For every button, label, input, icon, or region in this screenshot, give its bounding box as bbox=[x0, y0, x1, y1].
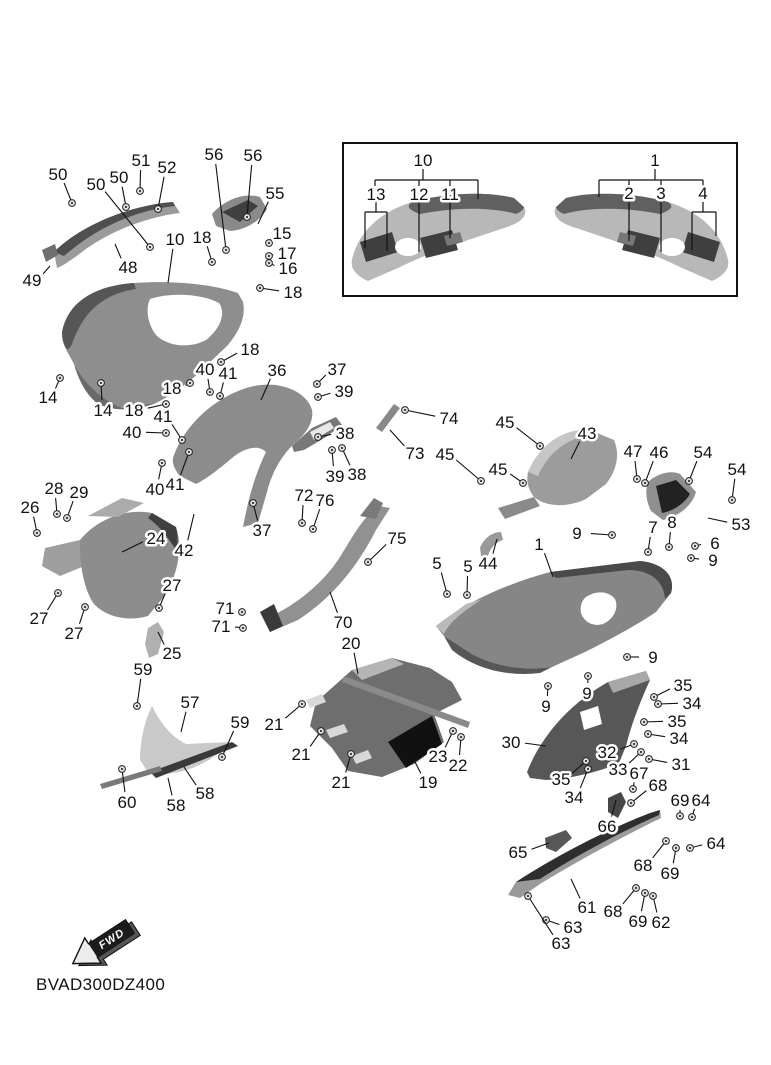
fastener-center-60 bbox=[121, 768, 123, 770]
fastener-center-67 bbox=[632, 788, 634, 790]
fastener-center-16 bbox=[268, 262, 270, 264]
callout-number-21: 21 bbox=[331, 773, 351, 792]
fastener-center-54 bbox=[688, 480, 690, 482]
callout-number-29: 29 bbox=[69, 483, 89, 502]
callout-number-14: 14 bbox=[38, 388, 58, 407]
callout-number-10: 10 bbox=[165, 230, 185, 249]
fastener-center-37 bbox=[252, 502, 254, 504]
callout-number-21: 21 bbox=[264, 715, 284, 734]
fastener-center-14 bbox=[59, 377, 61, 379]
callout-number-18: 18 bbox=[240, 340, 260, 359]
callout-number-14: 14 bbox=[93, 401, 113, 420]
callout-number-28: 28 bbox=[44, 479, 64, 498]
fastener-center-34 bbox=[647, 733, 649, 735]
fastener-center-50 bbox=[71, 202, 73, 204]
callout-number-33: 33 bbox=[608, 760, 628, 779]
fastener-center-32 bbox=[633, 743, 635, 745]
fastener-center-59 bbox=[136, 705, 138, 707]
callout-number-36: 36 bbox=[267, 361, 287, 380]
fastener-center-18 bbox=[259, 287, 261, 289]
callout-number-27: 27 bbox=[162, 576, 182, 595]
leader-line-49 bbox=[43, 266, 50, 274]
inset-callout-2: 2 bbox=[624, 184, 634, 203]
fastener-center-34 bbox=[657, 703, 659, 705]
fastener-center-52 bbox=[157, 208, 159, 210]
callout-number-41: 41 bbox=[218, 364, 238, 383]
leader-line-70 bbox=[330, 592, 337, 613]
inset-callout-13: 13 bbox=[366, 185, 386, 204]
callout-number-54: 54 bbox=[727, 460, 747, 479]
leader-line-73 bbox=[390, 430, 405, 446]
fastener-center-34 bbox=[587, 768, 589, 770]
fastener-center-76 bbox=[312, 528, 314, 530]
fastener-center-50 bbox=[125, 206, 127, 208]
callout-number-23: 23 bbox=[428, 747, 448, 766]
leader-line-53 bbox=[708, 518, 727, 522]
callout-number-9: 9 bbox=[582, 684, 592, 703]
fastener-center-71 bbox=[242, 627, 244, 629]
callout-number-22: 22 bbox=[448, 756, 468, 775]
callout-number-8: 8 bbox=[667, 513, 677, 532]
callout-number-67: 67 bbox=[629, 764, 649, 783]
fastener-center-75 bbox=[367, 561, 369, 563]
part-blade-70 bbox=[260, 506, 390, 632]
callout-number-59: 59 bbox=[230, 713, 250, 732]
fastener-center-63 bbox=[527, 895, 529, 897]
leader-line-42 bbox=[188, 514, 194, 540]
leader-line-63 bbox=[528, 896, 553, 935]
callout-number-69: 69 bbox=[628, 912, 648, 931]
fastener-center-68 bbox=[635, 887, 637, 889]
fastener-center-9 bbox=[611, 534, 613, 536]
fastener-center-8 bbox=[668, 546, 670, 548]
callout-number-25: 25 bbox=[162, 644, 182, 663]
callout-number-45: 45 bbox=[495, 413, 515, 432]
callout-number-74: 74 bbox=[439, 409, 459, 428]
callout-number-41: 41 bbox=[153, 407, 173, 426]
fastener-center-18 bbox=[189, 382, 191, 384]
callout-number-32: 32 bbox=[597, 743, 617, 762]
fastener-center-69 bbox=[675, 847, 677, 849]
callout-number-34: 34 bbox=[564, 788, 584, 807]
fastener-center-40 bbox=[161, 462, 163, 464]
callout-number-61: 61 bbox=[577, 898, 597, 917]
callout-number-59: 59 bbox=[133, 660, 153, 679]
callout-number-18: 18 bbox=[283, 283, 303, 302]
fastener-center-27 bbox=[84, 606, 86, 608]
inset-callout-12: 12 bbox=[409, 185, 429, 204]
callout-number-71: 71 bbox=[215, 599, 235, 618]
fastener-center-27 bbox=[57, 592, 59, 594]
callout-number-42: 42 bbox=[174, 541, 194, 560]
callout-number-45: 45 bbox=[488, 460, 508, 479]
fwd-arrow bbox=[65, 912, 144, 981]
fastener-center-45 bbox=[539, 445, 541, 447]
fastener-center-5 bbox=[446, 593, 448, 595]
inset-right-hole bbox=[659, 238, 685, 256]
part-rod-74 bbox=[376, 404, 400, 432]
callout-number-58: 58 bbox=[195, 784, 215, 803]
callout-number-35: 35 bbox=[667, 712, 687, 731]
callout-number-34: 34 bbox=[682, 694, 702, 713]
callout-number-63: 63 bbox=[551, 934, 571, 953]
callout-number-19: 19 bbox=[418, 773, 438, 792]
fastener-center-69 bbox=[644, 892, 646, 894]
callout-number-9: 9 bbox=[541, 697, 551, 716]
callout-number-35: 35 bbox=[673, 676, 693, 695]
callout-number-53: 53 bbox=[731, 515, 751, 534]
callout-number-55: 55 bbox=[265, 184, 285, 203]
callout-number-71: 71 bbox=[211, 617, 231, 636]
callout-number-62: 62 bbox=[651, 913, 671, 932]
callout-number-73: 73 bbox=[405, 444, 425, 463]
callout-number-18: 18 bbox=[192, 228, 212, 247]
callout-number-31: 31 bbox=[671, 755, 691, 774]
callout-number-38: 38 bbox=[347, 465, 367, 484]
inset-callout-11: 11 bbox=[441, 185, 459, 204]
leader-line-48 bbox=[115, 244, 121, 258]
callout-number-75: 75 bbox=[387, 529, 407, 548]
fwd-label: FWD bbox=[96, 926, 127, 953]
fastener-center-21 bbox=[301, 703, 303, 705]
fastener-center-9 bbox=[690, 557, 692, 559]
callout-number-43: 43 bbox=[577, 424, 597, 443]
fastener-center-62 bbox=[652, 895, 654, 897]
fastener-center-40 bbox=[209, 391, 211, 393]
fastener-center-47 bbox=[636, 478, 638, 480]
fastener-center-5 bbox=[466, 594, 468, 596]
leader-line-61 bbox=[571, 879, 580, 898]
fastener-center-41 bbox=[188, 451, 190, 453]
part-trim-48-base bbox=[54, 202, 180, 268]
callout-number-7: 7 bbox=[648, 518, 658, 537]
part-fairing-1-body bbox=[436, 561, 672, 668]
callout-number-68: 68 bbox=[633, 856, 653, 875]
fastener-center-9 bbox=[587, 675, 589, 677]
callout-number-15: 15 bbox=[272, 224, 292, 243]
callout-number-21: 21 bbox=[291, 745, 311, 764]
leader-line-57 bbox=[181, 712, 186, 732]
fastener-center-35 bbox=[653, 696, 655, 698]
callout-number-17: 17 bbox=[277, 244, 297, 263]
inset-callout-10: 10 bbox=[413, 151, 433, 170]
callout-number-56: 56 bbox=[243, 146, 263, 165]
fastener-center-27 bbox=[158, 607, 160, 609]
fastener-center-31 bbox=[648, 758, 650, 760]
inset-left-hole bbox=[395, 238, 421, 256]
callout-number-52: 52 bbox=[157, 158, 177, 177]
fastener-center-37 bbox=[316, 383, 318, 385]
leader-line-58 bbox=[168, 778, 172, 795]
callout-number-68: 68 bbox=[603, 902, 623, 921]
callout-number-38: 38 bbox=[335, 424, 355, 443]
inset-callout-3: 3 bbox=[656, 184, 666, 203]
fastener-center-28 bbox=[56, 513, 58, 515]
fastener-center-46 bbox=[644, 482, 646, 484]
leader-line-59 bbox=[137, 679, 141, 706]
fastener-center-35 bbox=[585, 760, 587, 762]
fastener-center-45 bbox=[522, 482, 524, 484]
callout-number-69: 69 bbox=[670, 791, 690, 810]
callout-number-66: 66 bbox=[597, 817, 617, 836]
callout-number-41: 41 bbox=[165, 475, 185, 494]
callout-number-50: 50 bbox=[109, 168, 129, 187]
callout-number-37: 37 bbox=[252, 521, 272, 540]
callout-number-68: 68 bbox=[648, 776, 668, 795]
callout-number-76: 76 bbox=[315, 491, 335, 510]
fastener-center-18 bbox=[220, 361, 222, 363]
callout-number-39: 39 bbox=[325, 467, 345, 486]
callout-number-37: 37 bbox=[327, 360, 347, 379]
part-panel-43-tail bbox=[498, 497, 540, 519]
fastener-center-18 bbox=[165, 403, 167, 405]
fastener-center-38 bbox=[317, 436, 319, 438]
inset-callout-1: 1 bbox=[650, 151, 660, 170]
fastener-center-33 bbox=[640, 751, 642, 753]
callout-number-27: 27 bbox=[29, 609, 49, 628]
callout-number-51: 51 bbox=[131, 151, 151, 170]
callout-number-5: 5 bbox=[432, 554, 442, 573]
fastener-center-56 bbox=[246, 216, 248, 218]
callout-number-50: 50 bbox=[86, 175, 106, 194]
fastener-center-21 bbox=[320, 730, 322, 732]
callout-number-9: 9 bbox=[572, 524, 582, 543]
fastener-center-41 bbox=[219, 395, 221, 397]
fastener-center-9 bbox=[626, 656, 628, 658]
fastener-center-63 bbox=[545, 919, 547, 921]
fastener-center-14 bbox=[100, 382, 102, 384]
fastener-center-35 bbox=[643, 721, 645, 723]
callout-number-40: 40 bbox=[195, 360, 215, 379]
fastener-center-38 bbox=[341, 447, 343, 449]
callout-number-46: 46 bbox=[649, 443, 669, 462]
fastener-center-39 bbox=[317, 396, 319, 398]
callout-number-57: 57 bbox=[180, 693, 200, 712]
fastener-center-54 bbox=[731, 499, 733, 501]
callout-number-48: 48 bbox=[118, 258, 138, 277]
fastener-center-41 bbox=[181, 439, 183, 441]
callout-number-24: 24 bbox=[146, 529, 166, 548]
fastener-center-7 bbox=[647, 551, 649, 553]
fastener-center-22 bbox=[460, 736, 462, 738]
part-bracket-66 bbox=[608, 792, 626, 818]
callout-number-40: 40 bbox=[122, 423, 142, 442]
callout-number-34: 34 bbox=[669, 729, 689, 748]
callout-number-64: 64 bbox=[706, 834, 726, 853]
callout-number-45: 45 bbox=[435, 445, 455, 464]
fastener-center-9 bbox=[547, 685, 549, 687]
callout-number-47: 47 bbox=[623, 442, 643, 461]
callout-number-18: 18 bbox=[162, 379, 182, 398]
callout-number-39: 39 bbox=[334, 382, 354, 401]
fastener-center-71 bbox=[241, 611, 243, 613]
callout-number-35: 35 bbox=[551, 770, 571, 789]
drawing-number: BVAD300DZ400 bbox=[36, 975, 166, 994]
callout-number-9: 9 bbox=[708, 551, 718, 570]
callout-number-60: 60 bbox=[117, 793, 137, 812]
callout-number-58: 58 bbox=[166, 796, 186, 815]
callout-number-44: 44 bbox=[478, 554, 498, 573]
part-stay-36 bbox=[173, 385, 312, 527]
leader-line-10 bbox=[168, 249, 173, 283]
fastener-center-18 bbox=[211, 261, 213, 263]
fastener-center-26 bbox=[36, 532, 38, 534]
callout-number-20: 20 bbox=[341, 634, 361, 653]
fastener-center-17 bbox=[268, 255, 270, 257]
fastener-center-39 bbox=[331, 449, 333, 451]
fastener-center-51 bbox=[139, 190, 141, 192]
part-seal-25 bbox=[145, 622, 164, 658]
fastener-center-56 bbox=[225, 249, 227, 251]
leader-line-45 bbox=[517, 428, 540, 446]
fastener-center-59 bbox=[221, 756, 223, 758]
fastener-center-29 bbox=[66, 517, 68, 519]
callout-number-27: 27 bbox=[64, 624, 84, 643]
callout-number-65: 65 bbox=[508, 843, 528, 862]
callout-number-40: 40 bbox=[145, 480, 165, 499]
fastener-center-50 bbox=[149, 246, 151, 248]
fastener-center-6 bbox=[694, 545, 696, 547]
leader-line-45 bbox=[456, 460, 481, 481]
fastener-center-74 bbox=[404, 409, 406, 411]
callout-number-49: 49 bbox=[22, 271, 42, 290]
callout-number-72: 72 bbox=[294, 486, 314, 505]
callout-number-26: 26 bbox=[20, 498, 40, 517]
fastener-center-21 bbox=[350, 753, 352, 755]
fastener-center-45 bbox=[480, 480, 482, 482]
fastener-center-40 bbox=[165, 432, 167, 434]
callout-number-56: 56 bbox=[204, 145, 224, 164]
fastener-center-15 bbox=[268, 242, 270, 244]
callout-number-70: 70 bbox=[333, 613, 353, 632]
fastener-center-64 bbox=[689, 847, 691, 849]
callout-number-69: 69 bbox=[660, 864, 680, 883]
part-bracket-65 bbox=[545, 830, 572, 852]
leader-line-74 bbox=[405, 410, 435, 416]
fastener-center-69 bbox=[679, 815, 681, 817]
callout-number-54: 54 bbox=[693, 443, 713, 462]
leader-line-58 bbox=[184, 767, 196, 785]
part-hook-44 bbox=[480, 532, 503, 556]
part-bracket-60 bbox=[100, 766, 162, 789]
callout-number-9: 9 bbox=[648, 648, 658, 667]
callout-number-50: 50 bbox=[48, 165, 68, 184]
fastener-center-68 bbox=[630, 802, 632, 804]
fastener-center-23 bbox=[452, 730, 454, 732]
callout-number-30: 30 bbox=[501, 733, 521, 752]
callout-number-5: 5 bbox=[463, 557, 473, 576]
fastener-center-64 bbox=[691, 816, 693, 818]
callout-number-1: 1 bbox=[534, 535, 544, 554]
callout-number-6: 6 bbox=[710, 534, 720, 553]
callout-number-63: 63 bbox=[563, 918, 583, 937]
callout-number-64: 64 bbox=[691, 791, 711, 810]
fastener-center-68 bbox=[665, 840, 667, 842]
inset-callout-4: 4 bbox=[698, 184, 708, 203]
callout-number-18: 18 bbox=[124, 401, 144, 420]
fastener-center-72 bbox=[301, 522, 303, 524]
callout-number-16: 16 bbox=[278, 259, 298, 278]
